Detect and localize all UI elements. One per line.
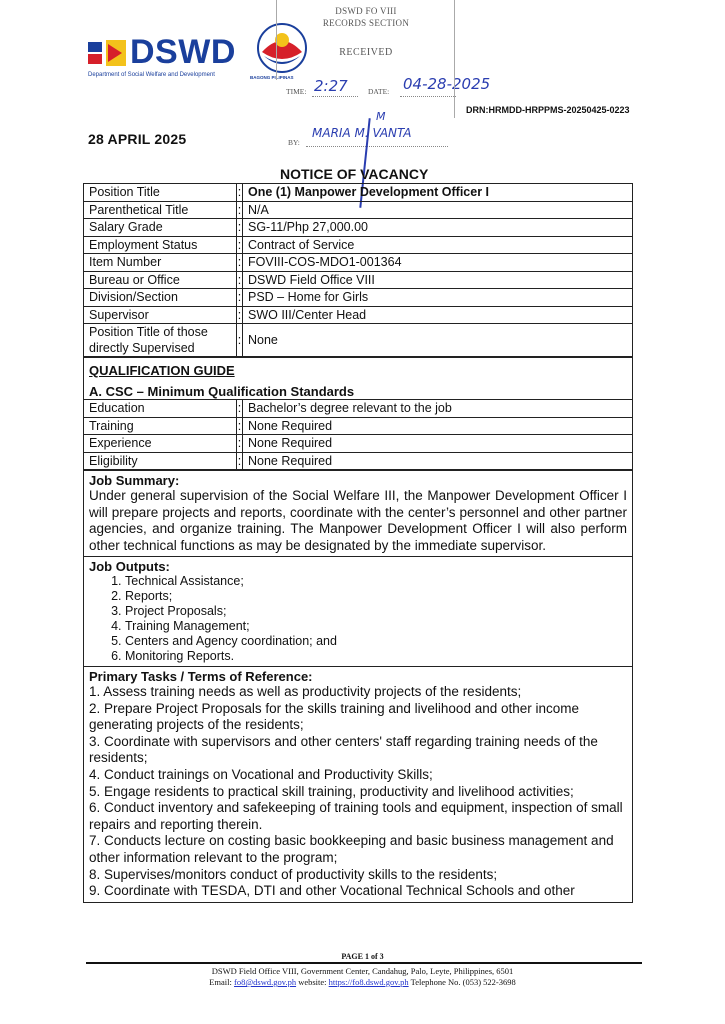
field-value: PSD – Home for Girls	[243, 289, 633, 307]
page-title: NOTICE OF VACANCY	[280, 166, 429, 182]
field-separator: :	[237, 290, 242, 305]
qualification-row	[84, 435, 632, 453]
field-value: Bachelor’s degree relevant to the job	[243, 400, 633, 418]
stamp-border	[454, 0, 455, 118]
field-label: Item Number	[84, 254, 237, 272]
task-item: 3. Coordinate with supervisors and other centers' staff regarding training needs of the residents;	[89, 733, 598, 766]
position-row	[84, 324, 632, 357]
qualification-row	[84, 452, 632, 470]
field-value: SG-11/Php 27,000.00	[243, 219, 633, 237]
qualification-heading: QUALIFICATION GUIDE	[89, 363, 235, 378]
field-label: Experience	[84, 435, 237, 453]
position-row	[84, 271, 632, 289]
stamp-border-left	[276, 0, 277, 80]
notice-date: 28 APRIL 2025	[88, 131, 187, 147]
footer-website-link[interactable]: https://fo8.dswd.gov.ph	[328, 977, 409, 987]
field-label: Salary Grade	[84, 219, 237, 237]
position-row	[84, 201, 632, 219]
field-label: Bureau or Office	[84, 271, 237, 289]
footer-email-label: Email:	[209, 977, 232, 987]
logo-subtitle: Department of Social Welfare and Development	[88, 72, 215, 78]
field-value: One (1) Manpower Development Officer I	[243, 184, 633, 201]
stamp-office: DSWD FO VIII	[335, 6, 397, 16]
field-value: DSWD Field Office VIII	[243, 271, 633, 289]
job-output-item: 2. Reports;	[125, 589, 627, 604]
field-label: Training	[84, 417, 237, 435]
field-separator: :	[237, 237, 242, 252]
primary-tasks-heading: Primary Tasks / Terms of Reference:	[89, 669, 313, 684]
job-output-item: 3. Project Proposals;	[125, 604, 627, 619]
logo-text: DSWD	[130, 33, 236, 71]
field-separator: :	[237, 185, 242, 200]
page-number: PAGE 1 of 3	[341, 952, 384, 961]
position-row	[84, 254, 632, 272]
task-item: 1. Assess training needs as well as productivity projects of the residents;	[89, 684, 522, 699]
stamp-initial: M	[376, 110, 386, 123]
field-separator: :	[237, 401, 242, 416]
field-value: SWO III/Center Head	[243, 306, 633, 324]
field-value: None Required	[243, 435, 633, 453]
csc-standards-heading: A. CSC – Minimum Qualification Standards	[89, 384, 355, 399]
job-output-item: 4. Training Management;	[125, 619, 627, 634]
footer-divider	[86, 962, 642, 964]
qualification-row	[84, 400, 632, 418]
field-separator: :	[237, 307, 242, 322]
task-item: 8. Supervises/monitors conduct of productivity skills to the residents;	[89, 866, 498, 882]
field-label: Position Title	[84, 184, 237, 201]
field-value: FOVIII-COS-MDO1-001364	[243, 254, 633, 272]
field-label: Division/Section	[84, 289, 237, 307]
qualification-table	[84, 399, 632, 470]
job-summary-section	[84, 470, 632, 556]
job-output-item: 6. Monitoring Reports.	[125, 649, 627, 664]
footer-telephone: Telephone No. (053) 522-3698	[410, 977, 516, 987]
field-separator: :	[237, 418, 242, 433]
field-label: Eligibility	[84, 452, 237, 470]
position-row	[84, 306, 632, 324]
vacancy-form	[83, 183, 633, 903]
footer-contact	[0, 977, 725, 987]
field-label: Supervisor	[84, 306, 237, 324]
position-row	[84, 236, 632, 254]
field-separator: :	[237, 255, 242, 270]
qualification-row	[84, 417, 632, 435]
primary-tasks-section	[84, 666, 632, 902]
job-outputs-list	[89, 574, 627, 664]
field-separator: :	[237, 202, 242, 217]
stamp-by-value: MARIA M. VANTA	[312, 126, 412, 140]
document-reference-number: DRN:HRMDD-HRPPMS-20250425-0223	[466, 105, 630, 115]
stamp-section: RECORDS SECTION	[322, 18, 410, 28]
job-outputs-section	[84, 556, 632, 666]
field-value: Contract of Service	[243, 236, 633, 254]
field-label: Position Title of those directly Supervised	[84, 324, 237, 357]
stamp-by-label: BY:	[288, 138, 300, 147]
field-label: Parenthetical Title	[84, 201, 237, 219]
field-value: None Required	[243, 452, 633, 470]
qualification-section	[84, 357, 632, 470]
field-label: Employment Status	[84, 236, 237, 254]
bagong-pilipinas-label: BAGONG PILIPINAS	[250, 75, 294, 80]
footer-website-label: website:	[298, 977, 327, 987]
field-value: N/A	[243, 201, 633, 219]
job-summary-text: Under general supervision of the Social Welfare III, the Manpower Development Officer I will prepare projects and reports, coordinate with the center’s personnel and other partner agencies, and organize training. The Manpower Development Officer I will also perform other technical functions as may be designated by the immediate supervisor.	[89, 488, 627, 553]
stamp-time-value: 2:27	[314, 77, 348, 95]
field-separator: :	[237, 220, 242, 235]
stamp-time-label: TIME:	[286, 87, 307, 96]
position-row	[84, 219, 632, 237]
field-value: None	[243, 324, 633, 357]
task-item: 5. Engage residents to practical skill training, productivity and livelihood activities;	[89, 783, 574, 799]
position-row	[84, 289, 632, 307]
task-item: 6. Conduct inventory and safekeeping of training tools and equipment, inspection of small repairs and reporting therein.	[89, 800, 623, 832]
field-separator: :	[237, 436, 242, 451]
job-output-item: 1. Technical Assistance;	[125, 574, 627, 589]
task-item: 9. Coordinate with TESDA, DTI and other Vocational Technical Schools and other	[89, 883, 575, 899]
position-details-table	[84, 184, 632, 357]
position-row	[84, 184, 632, 201]
field-label: Education	[84, 400, 237, 418]
field-separator: :	[237, 453, 242, 468]
footer-email-link[interactable]: fo8@dswd.gov.ph	[234, 977, 297, 987]
field-separator: :	[237, 272, 242, 287]
task-item: 2. Prepare Project Proposals for the skills training and livelihood and other income generating projects of the residents;	[89, 700, 580, 733]
field-value: None Required	[243, 417, 633, 435]
job-summary-heading: Job Summary:	[89, 473, 180, 488]
stamp-date-label: DATE:	[368, 87, 390, 96]
job-output-item: 5. Centers and Agency coordination; and	[125, 634, 627, 649]
task-item: 7. Conducts lecture on costing basic bookkeeping and basic business management and other information relevant to the program;	[89, 833, 614, 865]
stamp-date-value: 04-28-2025	[403, 75, 491, 93]
field-separator: :	[237, 324, 243, 357]
stamp-received: RECEIVED	[339, 47, 393, 58]
job-outputs-heading: Job Outputs:	[89, 559, 170, 574]
primary-tasks-list	[89, 684, 627, 900]
task-item: 4. Conduct trainings on Vocational and Productivity Skills;	[89, 766, 433, 782]
dswd-logo-icon	[88, 38, 128, 70]
footer-address: DSWD Field Office VIII, Government Center, Candahug, Palo, Leyte, Philippines, 6501	[211, 966, 514, 976]
